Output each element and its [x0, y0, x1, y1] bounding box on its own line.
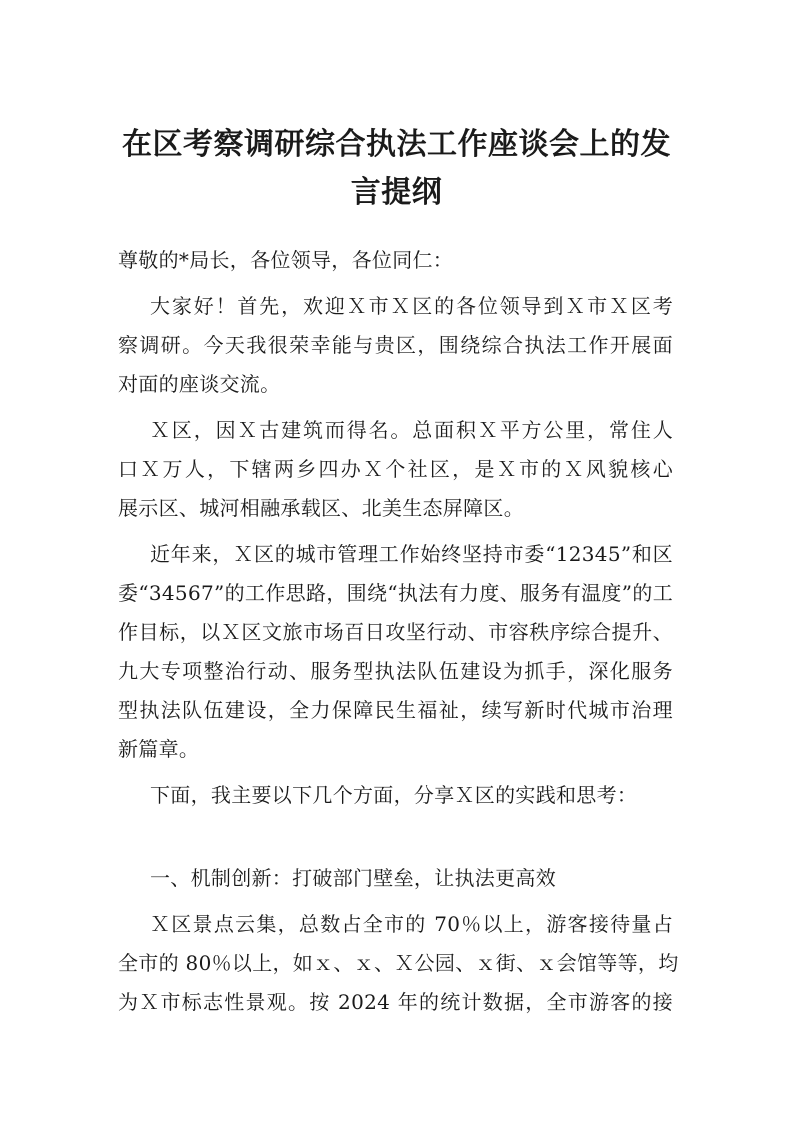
- paragraph-line: 新篇章。: [118, 737, 200, 761]
- paragraph-line: 察调研。今天我很荣幸能与贵区，围绕综合执法工作开展面: [118, 333, 673, 357]
- paragraph-line: 委“34567”的工作思路，围绕“执法有力度、服务有温度”的工: [118, 581, 673, 605]
- paragraph-line: Ｘ区，因Ｘ古建筑而得名。总面积Ｘ平方公里，常住人: [150, 418, 673, 442]
- document-title-line-2: 言提纲: [350, 175, 443, 210]
- section-heading: 一、机制创新：打破部门壁垒，让执法更高效: [150, 866, 556, 890]
- paragraph-line: Ｘ区景点云集，总数占全市的 70％以上，游客接待量占: [150, 912, 673, 936]
- document-title-line-1: 在区考察调研综合执法工作座谈会上的发: [122, 127, 671, 162]
- paragraph-line: 型执法队伍建设，全力保障民生福祉，续写新时代城市治理: [118, 698, 673, 722]
- paragraph-line: 展示区、城河相融承载区、北美生态屏障区。: [118, 496, 524, 520]
- paragraph-line: 近年来，Ｘ区的城市管理工作始终坚持市委“12345”和区: [150, 542, 673, 566]
- paragraph-line: 大家好！首先，欢迎Ｘ市Ｘ区的各位领导到Ｘ市Ｘ区考: [150, 294, 673, 318]
- paragraph-line: 对面的座谈交流。: [118, 372, 281, 396]
- paragraph-line: 九大专项整治行动、服务型执法队伍建设为抓手，深化服务: [118, 659, 673, 683]
- greeting: 尊敬的*局长，各位领导，各位同仁：: [118, 248, 454, 272]
- paragraph-line: 作目标，以Ｘ区文旅市场百日攻坚行动、市容秩序综合提升、: [118, 620, 673, 644]
- paragraph-line: 下面，我主要以下几个方面，分享Ｘ区的实践和思考：: [150, 783, 638, 807]
- paragraph-line: 全市的 80％以上，如ｘ、ｘ、Ｘ公园、ｘ街、ｘ会馆等等，均: [118, 951, 679, 975]
- paragraph-line: 为Ｘ市标志性景观。按 2024 年的统计数据，全市游客的接: [118, 990, 673, 1014]
- paragraph-line: 口Ｘ万人，下辖两乡四办Ｘ个社区，是Ｘ市的Ｘ风貌核心: [118, 457, 673, 481]
